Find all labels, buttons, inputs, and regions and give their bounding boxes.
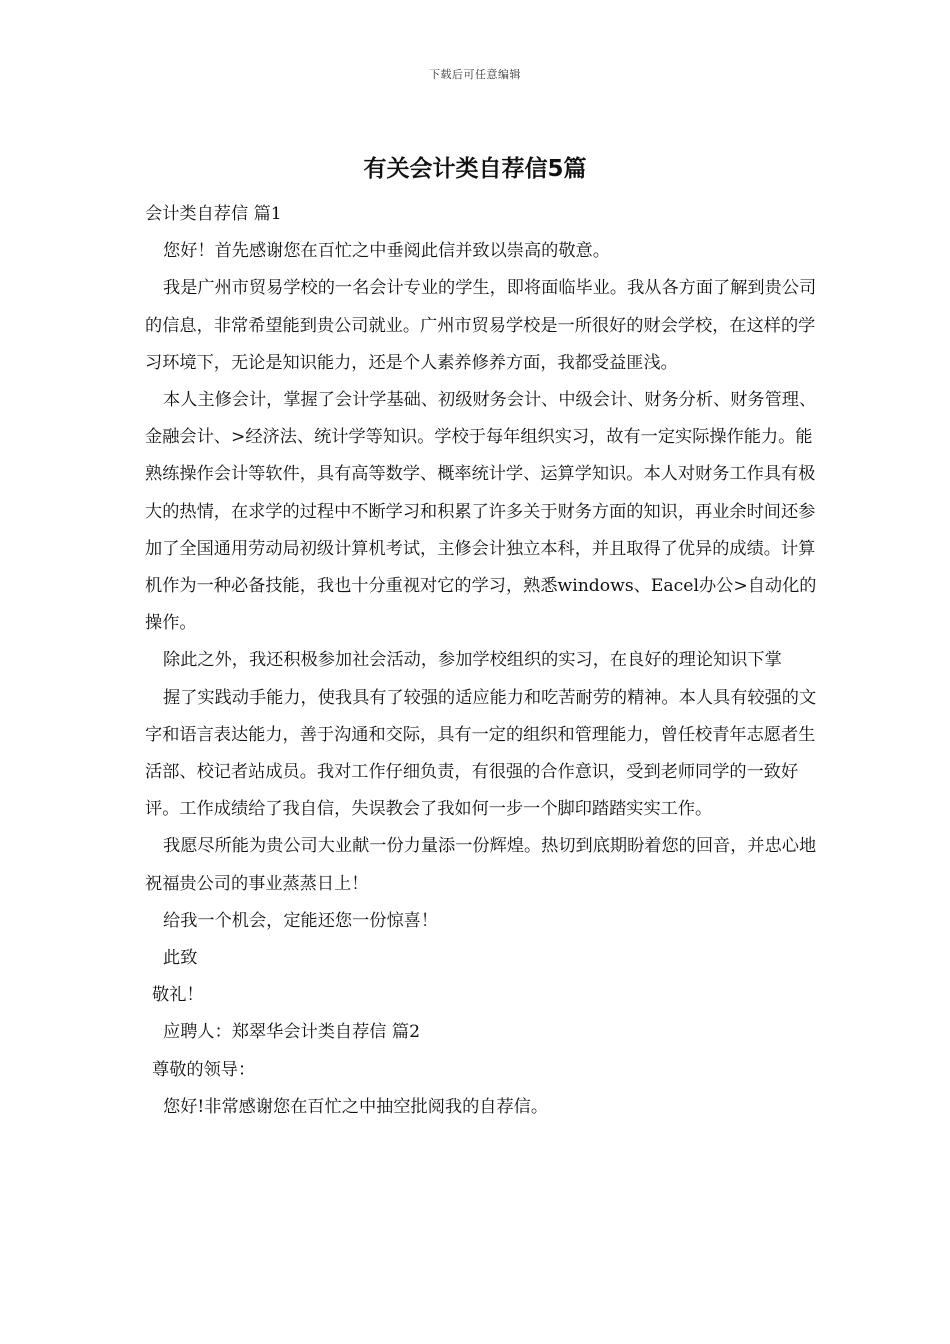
closing-cizhi: 此致 bbox=[163, 948, 198, 969]
signature-line: 应聘人：郑翠华会计类自荐信 篇2 bbox=[163, 1022, 421, 1043]
salutation-2: 尊敬的领导： bbox=[152, 1059, 256, 1080]
document-title: 有关会计类自荐信5篇 bbox=[363, 156, 587, 182]
document-body bbox=[145, 196, 825, 1126]
paragraph-request: 给我一个机会，定能还您一份惊喜！ bbox=[163, 910, 439, 931]
paragraph-skills: 本人主修会计，掌握了会计学基础、初级财务会计、中级会计、财务分析、财务管理、金融会计、>经济法、统计学等知识。学校于每年组织实习，故有一定实际操作能力。能熟练操作会计等软件，具有高等数学、概率统计学、运算学知识。本人对财务工作具有极大的热情，在求学的过程中不断学习和积累了许多关于财务方面的知识，再业余时间还参加了全国通用劳动局初级计算机考试，主修会计独立本科，并且取得了优异的成绩。计算机作为一种必备技能，我也十分重视对它的学习，熟悉windows、Eacel办公>自动化的操作。 bbox=[145, 390, 817, 634]
paragraph-abilities: 握了实践动手能力，使我具有了较强的适应能力和吃苦耐劳的精神。本人具有较强的文字和语言表达能力，善于沟通和交际，具有一定的组织和管理能力，曾任校青年志愿者生活部、校记者站成员。我对工作仔细负责，有很强的合作意识，受到老师同学的一致好评。工作成绩给了我自信，失误教会了我如何一步一个脚印踏踏实实工作。 bbox=[145, 687, 817, 820]
section-heading-1: 会计类自荐信 篇1 bbox=[145, 204, 282, 224]
paragraph-greeting-2: 您好!非常感谢您在百忙之中抽空批阅我的自荐信。 bbox=[163, 1096, 549, 1117]
paragraph-wish: 我愿尽所能为贵公司大业献一份力量添一份辉煌。热切到底期盼着您的回音，并忠心地祝福贵公司的事业蒸蒸日上！ bbox=[145, 836, 817, 894]
paragraph-greeting: 您好！首先感谢您在百忙之中垂阅此信并致以崇高的敬意。 bbox=[163, 241, 610, 262]
paragraph-introduction: 我是广州市贸易学校的一名会计专业的学生，即将面临毕业。我从各方面了解到贵公司的信息，非常希望能到贵公司就业。广州市贸易学校是一所很好的财会学校，在这样的学习环境下，无论是知识能力，还是个人素养修养方面，我都受益匪浅。 bbox=[145, 278, 817, 373]
closing-jingli: 敬礼！ bbox=[152, 985, 204, 1006]
paragraph-activities: 除此之外，我还积极参加社会活动，参加学校组织的实习，在良好的理论知识下掌 bbox=[163, 650, 782, 671]
header-note: 下载后可任意编辑 bbox=[429, 68, 521, 81]
